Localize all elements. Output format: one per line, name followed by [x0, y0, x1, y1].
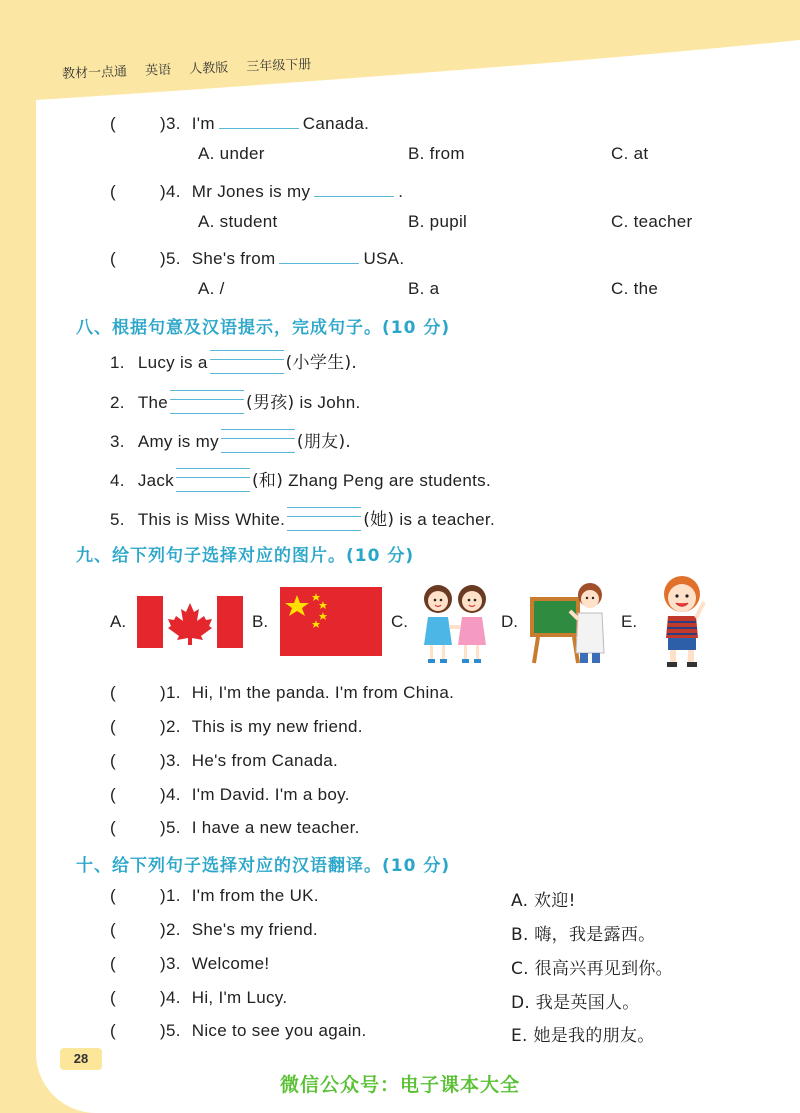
part9-q1: ( )1. Hi, I'm the panda. I'm from China. [110, 683, 455, 702]
picture-label-b: B. [252, 612, 269, 631]
part7-q4: ( )4. Mr Jones is my . [110, 178, 403, 202]
part8-q1: 1. Lucy is a (小学生). [110, 348, 357, 374]
teacher-blackboard-icon [528, 577, 608, 667]
translation-option-c: C. 很高兴再见到你。 [511, 959, 673, 979]
picture-label-e: E. [621, 612, 638, 631]
part8-q4: 4. Jack (和) Zhang Peng are students. [110, 466, 491, 492]
part8-q2: 2. The (男孩) is John. [110, 388, 361, 414]
part10-q2: ( )2. She's my friend. [110, 920, 318, 939]
part8-q5: 5. This is Miss White. (她) is a teacher. [110, 505, 495, 531]
answer-blank[interactable] [176, 468, 250, 492]
option-a: A. under [198, 144, 265, 163]
part8-title: 八、根据句意及汉语提示，完成句子。(10 分) [76, 318, 451, 338]
subject-name: 英语 [144, 62, 172, 79]
option-b: B. from [408, 144, 465, 163]
grade-name: 三年级下册 [246, 57, 312, 75]
option-c: C. teacher [611, 212, 693, 231]
canada-flag-icon [137, 596, 243, 648]
answer-blank[interactable] [287, 507, 361, 531]
part7-q5: ( )5. She's from USA. [110, 245, 404, 269]
answer-blank[interactable] [314, 178, 394, 197]
picture-label-d: D. [501, 612, 518, 631]
answer-blank[interactable] [221, 429, 295, 453]
boy-icon [652, 572, 712, 670]
part9-q5: ( )5. I have a new teacher. [110, 818, 360, 837]
answer-blank[interactable] [279, 245, 359, 264]
option-a: A. student [198, 212, 278, 231]
china-flag-icon [280, 587, 382, 656]
edition-name: 人教版 [189, 60, 229, 78]
part9-q3: ( )3. He's from Canada. [110, 751, 339, 770]
book-name: 教材一点通 [61, 64, 128, 82]
part9-q4: ( )4. I'm David. I'm a boy. [110, 785, 350, 804]
option-c: C. at [611, 144, 649, 163]
part10-q1: ( )1. I'm from the UK. [110, 886, 319, 905]
answer-blank[interactable] [210, 350, 284, 374]
part10-q5: ( )5. Nice to see you again. [110, 1021, 367, 1040]
answer-blank[interactable] [170, 390, 244, 414]
part9-q2: ( )2. This is my new friend. [110, 717, 363, 736]
picture-label-a: A. [110, 612, 127, 631]
two-girls-icon [418, 577, 494, 667]
option-a: A. / [198, 279, 225, 298]
answer-blank[interactable] [219, 110, 299, 129]
translation-option-a: A. 欢迎! [511, 891, 576, 911]
part10-title: 十、给下列句子选择对应的汉语翻译。(10 分) [76, 856, 451, 876]
part9-title: 九、给下列句子选择对应的图片。(10 分) [76, 546, 415, 566]
option-c: C. the [611, 279, 659, 298]
footer-watermark: 微信公众号：电子课本大全 [279, 1074, 520, 1096]
option-b: B. pupil [408, 212, 468, 231]
part10-q4: ( )4. Hi, I'm Lucy. [110, 988, 288, 1007]
part7-q3: ( )3. I'm Canada. [110, 110, 369, 134]
translation-option-b: B. 嗨，我是露西。 [511, 925, 656, 945]
part10-q3: ( )3. Welcome! [110, 954, 270, 973]
translation-option-d: D. 我是英国人。 [511, 993, 640, 1013]
picture-label-c: C. [391, 612, 408, 631]
option-b: B. a [408, 279, 440, 298]
part8-q3: 3. Amy is my (朋友). [110, 427, 351, 453]
page-number: 28 [60, 1048, 102, 1070]
translation-option-e: E. 她是我的朋友。 [511, 1026, 655, 1046]
